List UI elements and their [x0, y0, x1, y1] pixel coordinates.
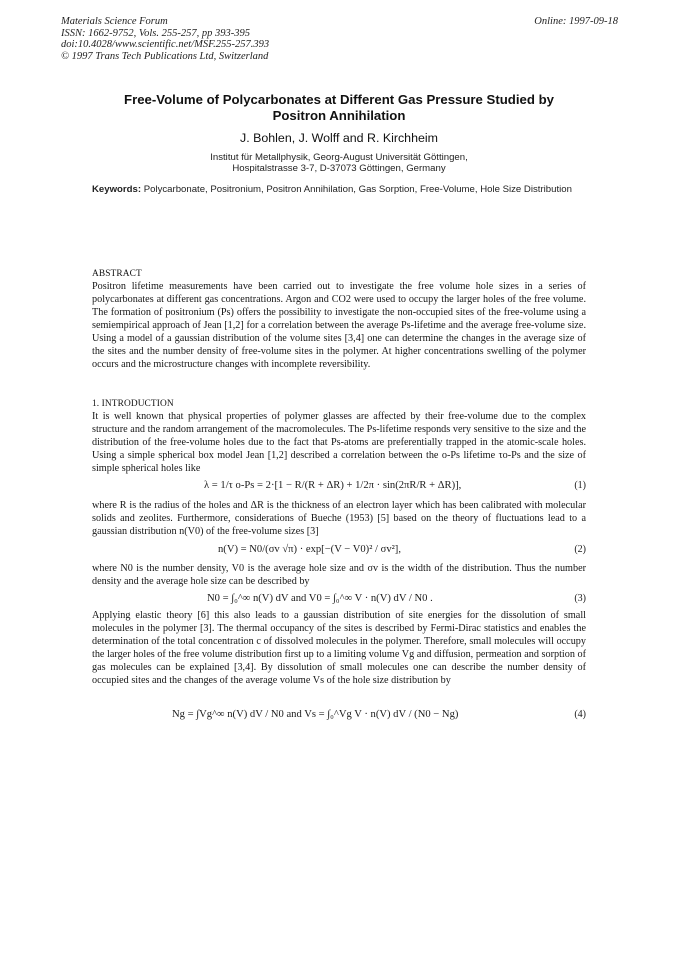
equation-2-expression: n(V) = N0/(σv √π) · exp[−(V − V0)² / σv²], [218, 544, 401, 555]
issn-line: ISSN: 1662-9752, Vols. 255-257, pp 393-395 [61, 27, 250, 39]
equation-3-expression: N0 = ∫₀^∞ n(V) dV and V0 = ∫₀^∞ V · n(V) dV / N0 . [207, 593, 433, 604]
abstract-text: Positron lifetime measurements have been carried out to investigate the free volume hole sizes in a series of polycarbonates at different gas concentrations. Argon and CO2 were used to occupy the larger holes of the free volume. The formation of positronium (Ps) offers the possibility to investigate the non-occupied sites of the free-volume using a semiempirical approach of Jean [1,2] for a correlation between the average Ps-lifetime and the average free-volume size. Using a model of a gaussian distribution of the volume sites [3,4] one can determine the changes in the average size of the sites and the number density of free-volume sites in the polymer. At higher concentrations swelling of the polymer occurs and the microstructure changes with incomplete reversibility. [92, 281, 586, 370]
affiliation-line-1: Institut für Metallphysik, Georg-August Universität Göttingen, [210, 152, 468, 163]
abstract-heading: ABSTRACT [92, 269, 142, 279]
copyright-line: © 1997 Trans Tech Publications Ltd, Switzerland [61, 50, 269, 62]
equation-4-expression: Ng = ∫Vg^∞ n(V) dV / N0 and Vs = ∫₀^Vg V · n(V) dV / (N0 − Ng) [172, 709, 459, 720]
equation-4 [92, 709, 586, 727]
affiliation [0, 152, 678, 175]
keywords-label: Keywords: [92, 184, 142, 195]
equation-1-number: (1) [574, 480, 586, 491]
journal-name: Materials Science Forum [61, 16, 168, 27]
equation-2 [92, 544, 586, 562]
affiliation-line-2: Hospitalstrasse 3-7, D-37073 Göttingen, Germany [232, 163, 446, 175]
paper-title [0, 92, 678, 123]
intro-paragraph-4: Applying elastic theory [6] this also leads to a gaussian distribution of site energies for the dissolution of small molecules in the polymer [3]. The thermal occupancy of the sites is described by Fermi-Dirac statistics and enables the determination of the total concentration c of dissolved molecules in the polymer. Therefore, small molecules will occupy the larger holes of the free volume distribution first up to a limiting volume Vg and diffusion, permeation and sorption of gas molecules can be explained [3,4]. By dissolution of small molecules one can describe the number density of occupied sites and the changes of the average volume Vs of the hole size distribution by [92, 610, 586, 686]
doi-line: doi:10.4028/www.scientific.net/MSF.255-257.393 [61, 39, 270, 51]
journal-header [61, 16, 269, 62]
equation-2-number: (2) [574, 544, 586, 555]
introduction-heading: 1. INTRODUCTION [92, 399, 174, 409]
intro-paragraph-2: where R is the radius of the holes and ΔR is the thickness of an electron layer which has been calibrated with molecular solids and zeolites. Furthermore, considerations of Bueche (1953) [5] based on the theory of fluctuations lead to a gaussian distribution n(V0) of the free-volume sizes [3] [92, 500, 586, 537]
title-line-1: Free-Volume of Polycarbonates at Different Gas Pressure Studied by [124, 92, 554, 107]
online-date: Online: 1997-09-18 [534, 16, 618, 27]
equation-1 [92, 480, 586, 498]
keywords-block [92, 184, 590, 196]
intro-paragraph-1: It is well known that physical properties of polymer glasses are affected by their free-volume due to the complex structure and the random arrangement of the macromolecules. The Ps-lifetime responds very sensitive to the size and the distribution of the free-volume holes due to the fact that Ps-atoms are preferentially trapped in the atomic-scale holes. Using a simple spherical box model Jean [1,2] described a correlation between the o-Ps lifetime τo-Ps and the size of simple spherical holes like [92, 411, 586, 474]
title-line-2: Positron Annihilation [272, 107, 406, 123]
keywords-list: Polycarbonate, Positronium, Positron Annihilation, Gas Sorption, Free-Volume, Hole Size Distribution [143, 184, 572, 195]
equation-3-number: (3) [574, 593, 586, 604]
equation-4-number: (4) [574, 709, 586, 720]
intro-paragraph-3: where N0 is the number density, V0 is the average hole size and σv is the width of the distribution. Thus the number density and the average hole size can be described by [92, 563, 586, 587]
equation-3 [92, 593, 586, 611]
author-list: J. Bohlen, J. Wolff and R. Kirchheim [240, 131, 438, 145]
equation-1-expression: λ = 1/τ o-Ps = 2·[1 − R/(R + ΔR) + 1/2π · sin(2πR/R + ΔR)], [204, 480, 462, 491]
